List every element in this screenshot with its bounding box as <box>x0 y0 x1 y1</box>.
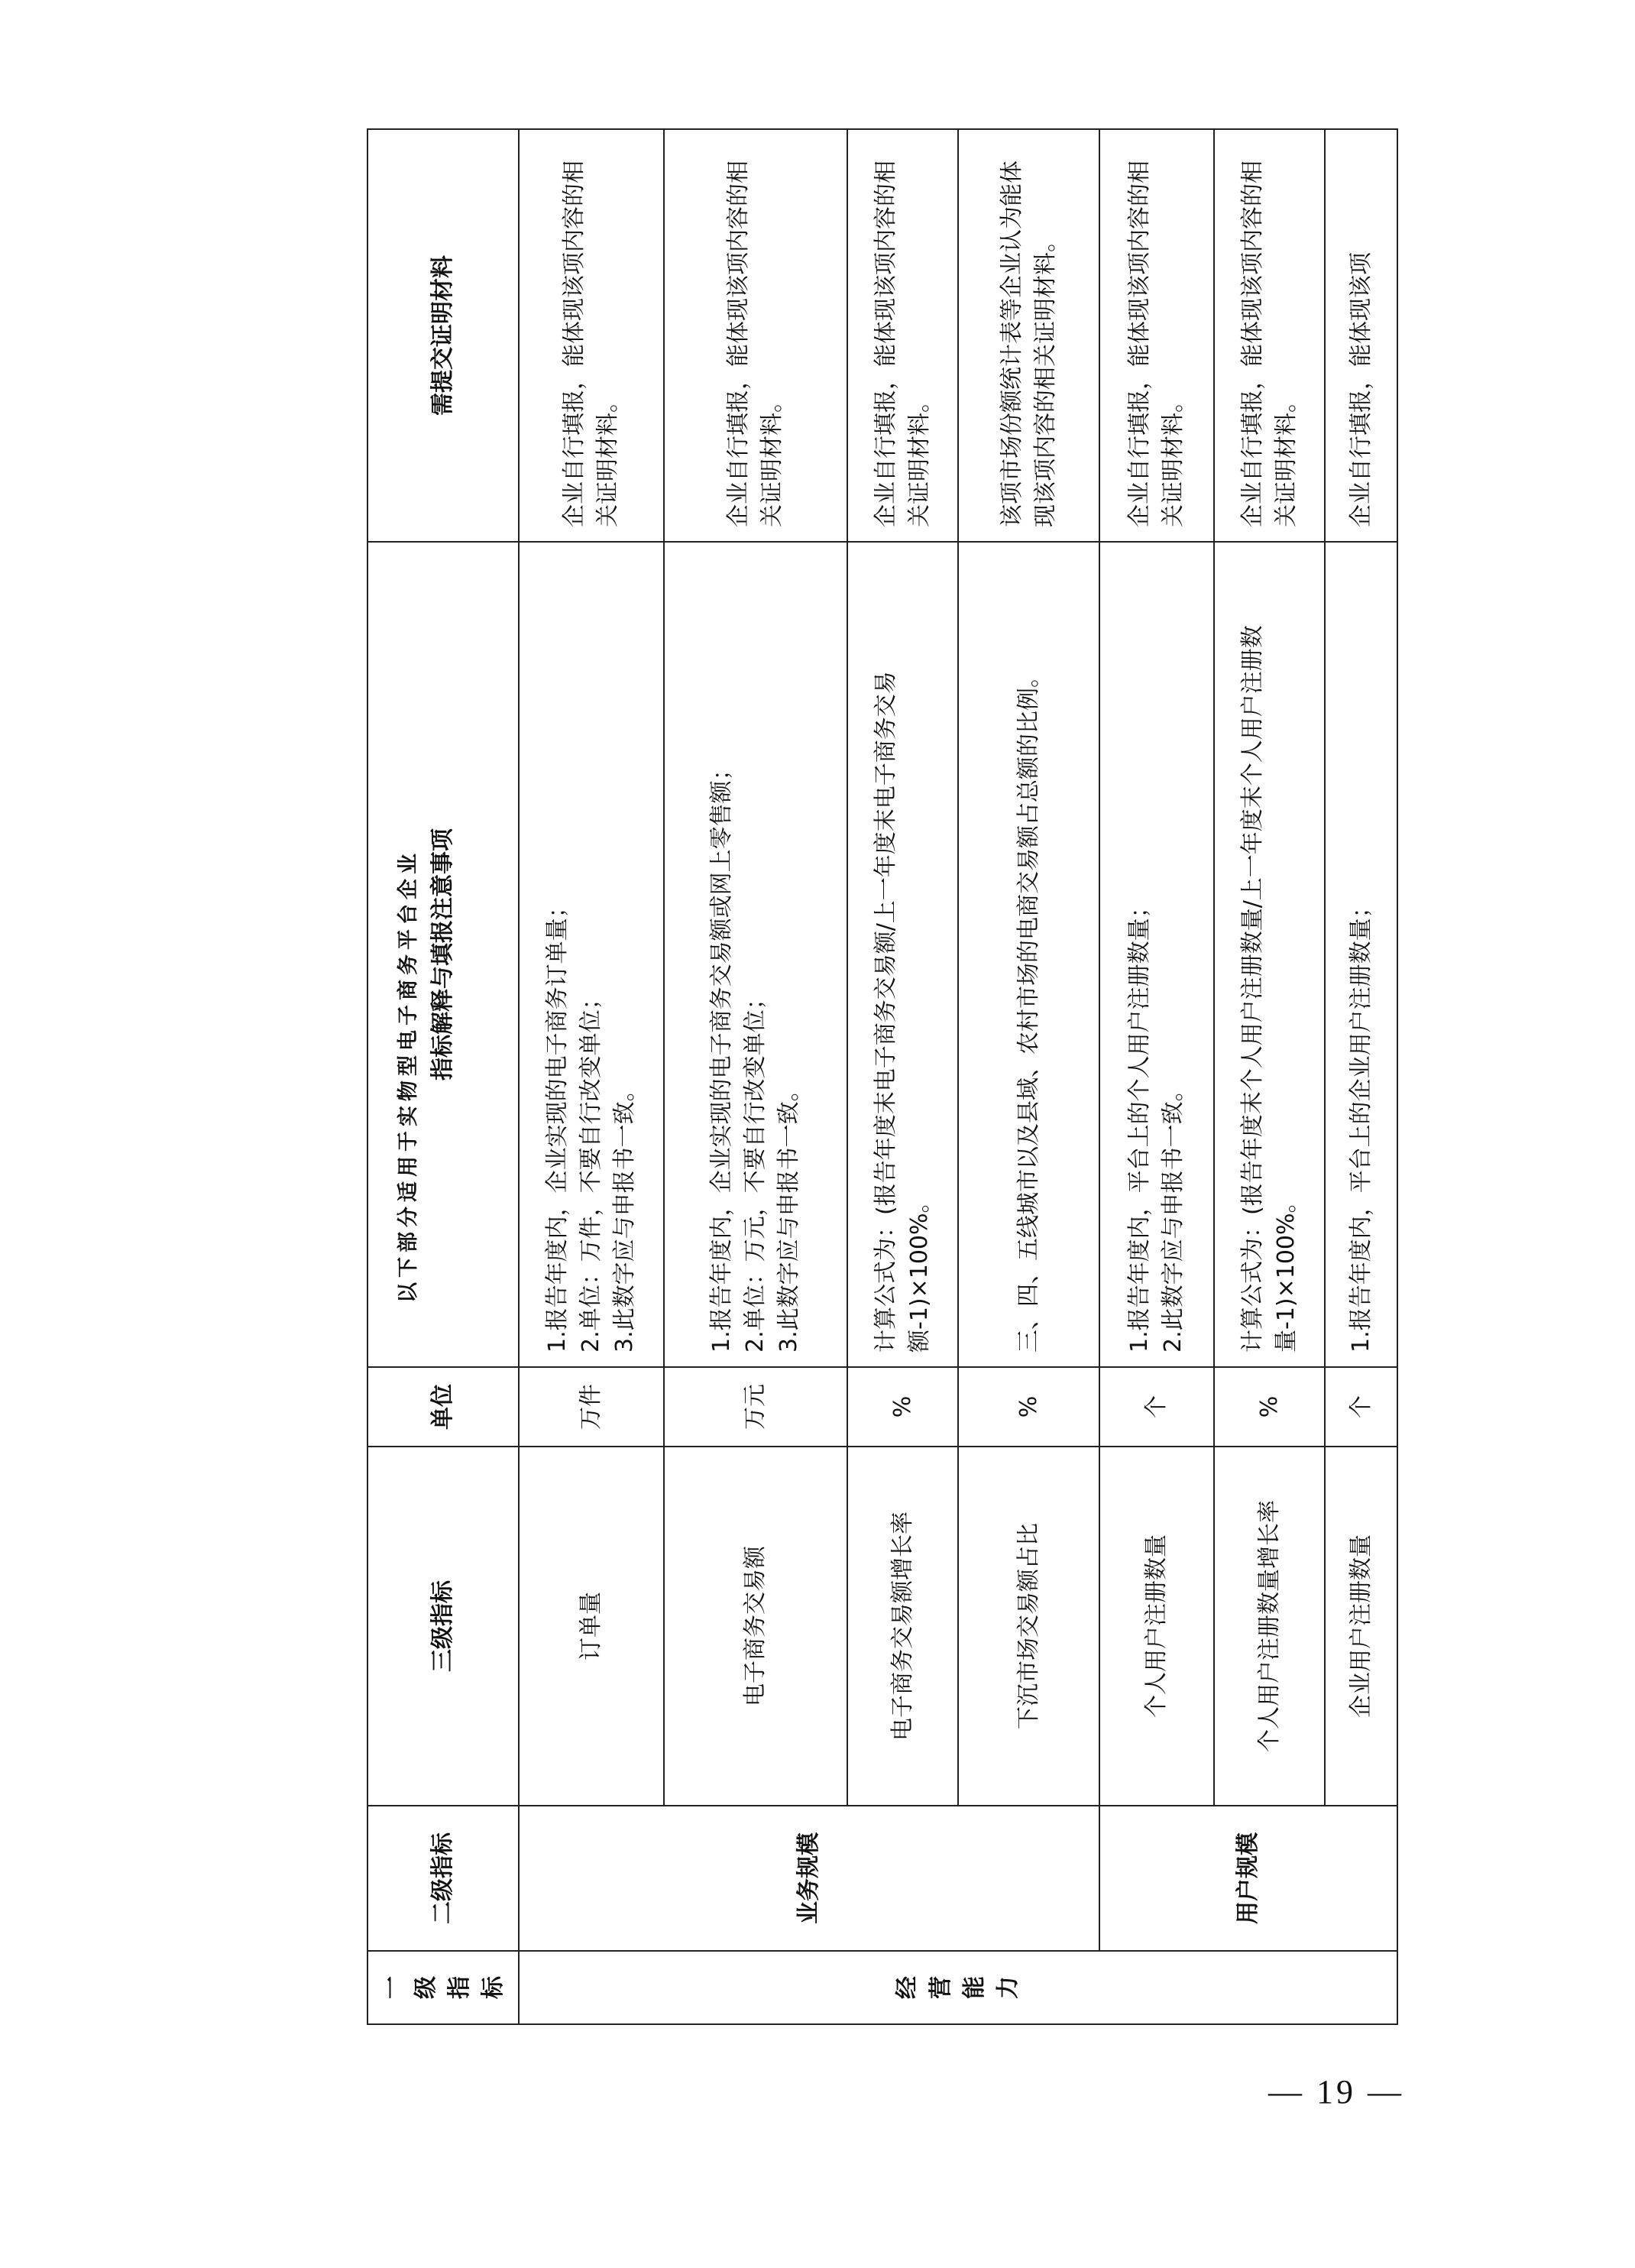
table-row <box>519 129 664 2024</box>
indicator-cell: 企业用户注册数量 <box>1325 1447 1397 1806</box>
indicator-cell: 个人用户注册数量增长率 <box>1214 1447 1325 1806</box>
page-title: 以下部分适用于实物型电子商务平台企业 <box>397 849 420 1303</box>
explanation-line: 3.此数字应与申报书一致。 <box>775 1078 802 1353</box>
explanation-cell: 三、四、五线城市以及县域、农村市场的电商交易额占总额的比例。 <box>958 542 1099 1367</box>
table-row <box>664 129 847 2024</box>
unit-cell: 万元 <box>664 1367 847 1447</box>
explanation-line: 1.报告年度内，企业实现的电子商务订单量； <box>544 895 571 1353</box>
table-header-row <box>367 129 519 2024</box>
indicator-table-container <box>367 160 1374 2025</box>
unit-cell: 个 <box>1099 1367 1214 1447</box>
indicator-cell: 订单量 <box>519 1447 664 1806</box>
indicator-table <box>367 128 1398 2025</box>
explanation-line: 2.单位：万元，不要自行改变单位； <box>742 987 769 1353</box>
explanation-line: 3.此数字应与申报书一致。 <box>611 1078 638 1353</box>
indicator-cell: 个人用户注册数量 <box>1099 1447 1214 1806</box>
explanation-line: 1.报告年度内，企业实现的电子商务交易额或网上零售额； <box>708 757 735 1353</box>
level1-cell: 经营能力 <box>519 1951 1397 2024</box>
indicator-cell: 电子商务交易额增长率 <box>847 1447 958 1806</box>
header-level3: 三级指标 <box>367 1447 519 1806</box>
materials-cell: 企业自行填报，能体现该项内容的相关证明材料。 <box>664 129 847 542</box>
unit-cell: % <box>958 1367 1099 1447</box>
unit-cell: 万件 <box>519 1367 664 1447</box>
table-row <box>1099 129 1214 2024</box>
table-row <box>1325 129 1397 2024</box>
unit-cell: % <box>847 1367 958 1447</box>
header-level1: 一级指标 <box>367 1951 519 2024</box>
explanation-cell: 计算公式为：(报告年度末个人用户注册数量/上一年度末个人用户注册数量-1)×100%。 <box>1214 542 1325 1367</box>
explanation-cell: 1.报告年度内，平台上的企业用户注册数量； <box>1325 542 1397 1367</box>
level2-cell: 用户规模 <box>1099 1806 1397 1951</box>
unit-cell: 个 <box>1325 1367 1397 1447</box>
materials-cell: 企业自行填报，能体现该项内容的相关证明材料。 <box>1099 129 1214 542</box>
explanation-line: 2.此数字应与申报书一致。 <box>1160 1078 1187 1353</box>
materials-cell: 企业自行填报，能体现该项内容的相关证明材料。 <box>847 129 958 542</box>
explanation-cell: 计算公式为：(报告年度末电子商务交易额/上一年度末电子商务交易额-1)×100%。 <box>847 542 958 1367</box>
level2-cell: 业务规模 <box>519 1806 1099 1951</box>
unit-cell: % <box>1214 1367 1325 1447</box>
header-unit: 单位 <box>367 1367 519 1447</box>
materials-cell: 企业自行填报，能体现该项 <box>1325 129 1397 542</box>
materials-cell: 企业自行填报，能体现该项内容的相关证明材料。 <box>1214 129 1325 542</box>
header-level2: 二级指标 <box>367 1806 519 1951</box>
header-explanation: 指标解释与填报注意事项 <box>367 542 519 1367</box>
header-materials: 需提交证明材料 <box>367 129 519 542</box>
explanation-cell <box>664 542 847 1367</box>
page-number: — 19 — <box>1268 2073 1404 2111</box>
table-row <box>847 129 958 2024</box>
explanation-line: 2.单位：万件，不要自行改变单位； <box>578 987 604 1353</box>
explanation-cell <box>519 542 664 1367</box>
explanation-cell <box>1099 542 1214 1367</box>
materials-cell: 企业自行填报，能体现该项内容的相关证明材料。 <box>519 129 664 542</box>
indicator-cell: 电子商务交易额 <box>664 1447 847 1806</box>
materials-cell: 该项市场份额统计表等企业认为能体现该项内容的相关证明材料。 <box>958 129 1099 542</box>
indicator-cell: 下沉市场交易额占比 <box>958 1447 1099 1806</box>
table-row <box>1214 129 1325 2024</box>
table-row <box>958 129 1099 2024</box>
explanation-line: 1.报告年度内，平台上的个人用户注册数量； <box>1126 895 1153 1353</box>
